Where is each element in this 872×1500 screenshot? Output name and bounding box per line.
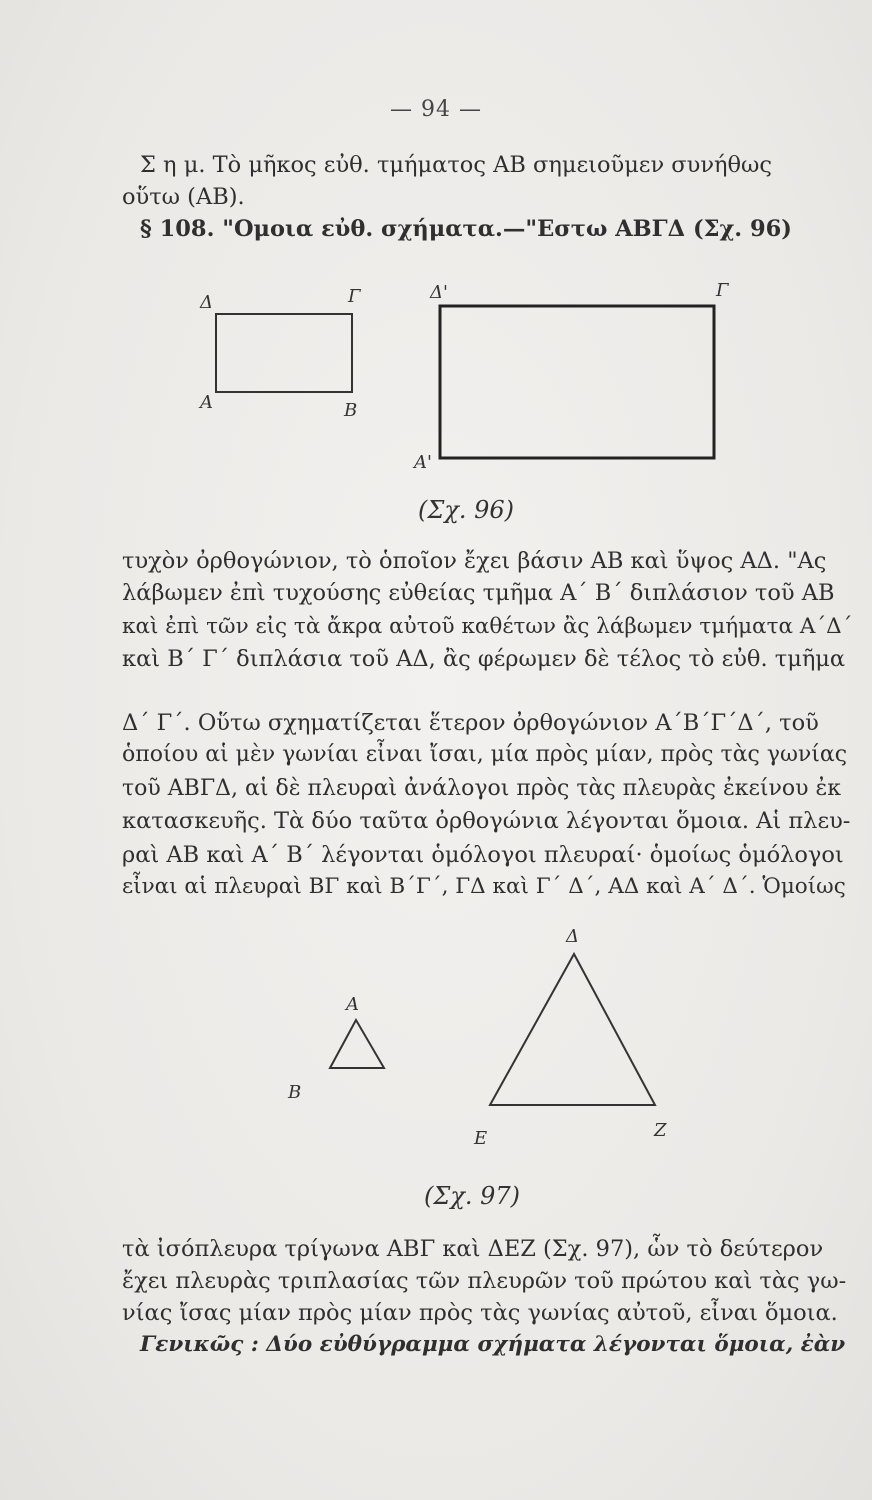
label-large-triangle-top: Δ — [566, 926, 579, 947]
label-small-bottom-right: Β — [344, 400, 358, 421]
text-line: εἶναι αἱ πλευραὶ ΒΓ καὶ Β΄Γ΄, ΓΔ καὶ Γ΄ Δ΄, ΑΔ καὶ Α΄ Δ΄. Ὁμοίως — [122, 874, 846, 899]
small-triangle — [330, 1020, 384, 1068]
text-line: ἔχει πλευρὰς τριπλασίας τῶν πλευρῶν τοῦ πρώτου καὶ τὰς γω- — [122, 1268, 847, 1294]
label-large-top-left: Δ' — [430, 282, 448, 303]
label-small-triangle-top: Α — [346, 994, 359, 1015]
text-line-definition: Γενικῶς : Δύο εὐθύγραμμα σχήματα λέγονται ὅμοια, ἐὰν — [140, 1332, 846, 1357]
text-line: τὰ ἰσόπλευρα τρίγωνα ΑΒΓ καὶ ΔΕΖ (Σχ. 97), ὧν τὸ δεύτερον — [122, 1236, 824, 1262]
text-line: οὕτω (ΑΒ). — [122, 184, 245, 210]
text-line: καὶ ἐπὶ τῶν εἰς τὰ ἄκρα αὐτοῦ καθέτων ἂς λάβωμεν τμήματα Α΄Δ΄ — [122, 614, 853, 639]
label-large-triangle-bottom-left: Ε — [474, 1128, 488, 1149]
text-line: ραὶ ΑΒ καὶ Α΄ Β΄ λέγονται ὁμόλογοι πλευραί· ὁμοίως ὁμόλογοι — [122, 842, 844, 868]
label-small-top-right: Γ — [348, 286, 361, 307]
text-line: κατασκευῆς. Τὰ δύο ταῦτα ὀρθογώνια λέγονται ὅμοια. Αἱ πλευ- — [122, 808, 851, 834]
label-large-bottom-left: Α' — [414, 452, 432, 473]
text-line: καὶ Β΄ Γ΄ διπλάσια τοῦ ΑΔ, ἂς φέρωμεν δὲ τέλος τὸ εὐθ. τμῆμα — [122, 646, 846, 672]
label-small-triangle-bottom-left: Β — [288, 1082, 302, 1103]
label-small-bottom-left: Α — [200, 392, 213, 413]
page-number: — 94 — — [390, 97, 482, 122]
figure-96-caption: (Σχ. 96) — [418, 496, 515, 524]
text-line: λάβωμεν ἐπὶ τυχούσης εὐθείας τμῆμα Α΄ Β΄ διπλάσιον τοῦ ΑΒ — [122, 580, 835, 606]
label-small-top-left: Δ — [200, 292, 213, 313]
text-line: τυχὸν ὀρθογώνιον, τὸ ὁποῖον ἔχει βάσιν ΑΒ καὶ ὕψος ΑΔ. "Ας — [122, 548, 827, 574]
large-triangle — [490, 954, 655, 1105]
text-line: ὁποίου αἱ μὲν γωνίαι εἶναι ἴσαι, μία πρὸς μίαν, πρὸς τὰς γωνίας — [122, 742, 848, 767]
label-large-triangle-bottom-right: Ζ — [654, 1120, 667, 1141]
text-line: Δ΄ Γ΄. Οὕτω σχηματίζεται ἕτερον ὀρθογώνιον Α΄Β΄Γ΄Δ΄, τοῦ — [122, 710, 819, 736]
section-heading: § 108. "Ομοια εὐθ. σχήματα.—"Εστω ΑΒΓΔ (Σχ. 96) — [140, 216, 792, 242]
text-line: Σ η μ. Τὸ μῆκος εὐθ. τμήματος ΑΒ σημειοῦμεν συνήθως — [140, 152, 772, 178]
text-line: νίας ἴσας μίαν πρὸς μίαν πρὸς τὰς γωνίας αὐτοῦ, εἶναι ὅμοια. — [122, 1300, 838, 1326]
figure-97-caption: (Σχ. 97) — [424, 1182, 521, 1210]
text-line: τοῦ ΑΒΓΔ, αἱ δὲ πλευραὶ ἀνάλογοι πρὸς τὰς πλευρὰς ἐκείνου ἐκ — [122, 776, 842, 801]
label-large-top-right: Γ — [716, 280, 729, 301]
